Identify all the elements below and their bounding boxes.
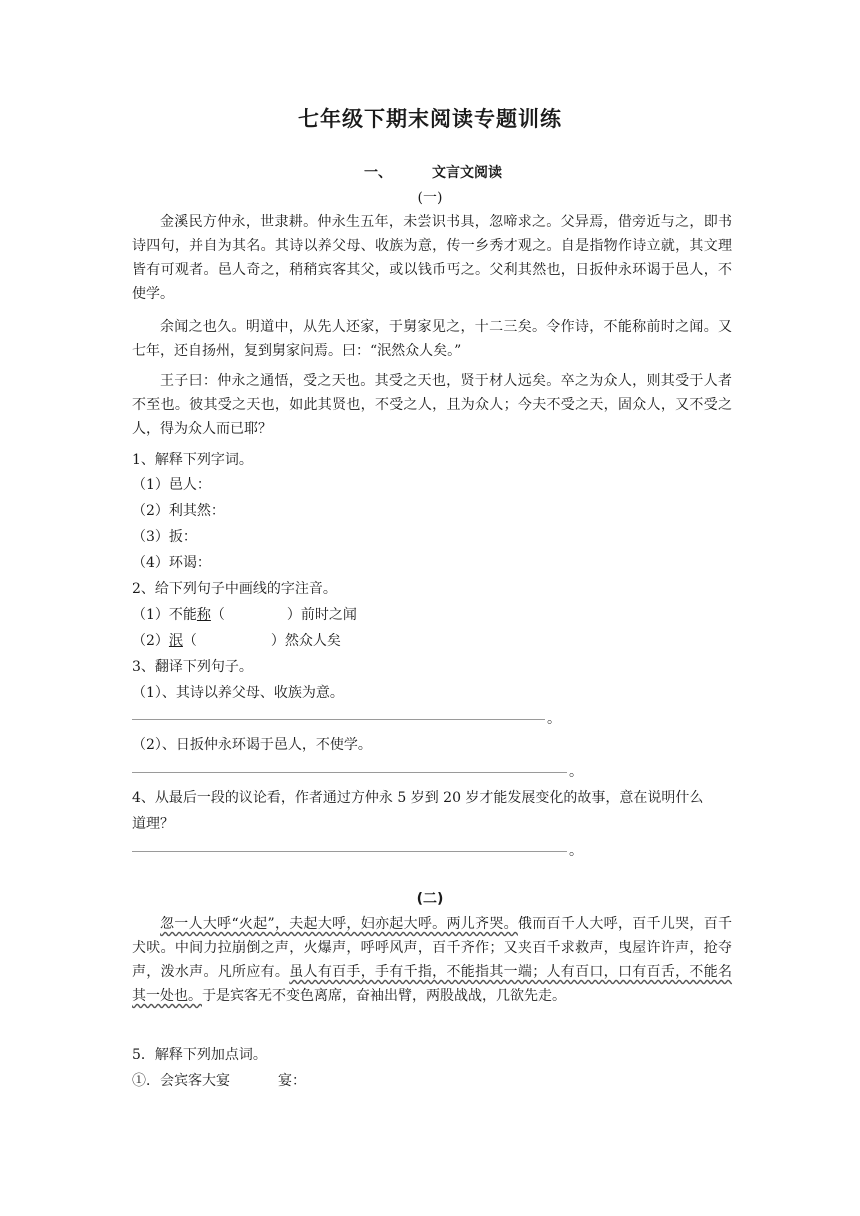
underlined-char: 泯 [168,633,183,649]
section-name: 文言文阅读 [432,165,502,181]
question-2-item-1: （1）不能称（ ）前时之闻 [132,607,357,623]
underlined-char: 称 [196,607,211,623]
question-2-stem: 2、给下列句子中画线的字注音。 [132,581,337,597]
question-5-item: ①．会宾客大宴 宴： [132,1073,306,1089]
question-1-item: （1）邑人： [132,477,211,493]
wavy-underlined-text: 虽人有百手，手有千指，不能指其一端；人有百口，口有百舌，不能名其一处也。 [132,964,733,1004]
answer-line[interactable] [132,851,567,852]
answer-period: 。 [569,843,583,859]
answer-period: 。 [547,711,561,727]
answer-line[interactable] [132,772,567,773]
passage-label-1: (一) [417,190,443,206]
question-1-item: （4）环谒： [132,555,211,571]
question-3-item-1: （1）、其诗以养父母、收族为意。 [132,685,344,701]
question-3-item-2: （2）、日扳仲永环谒于邑人，不使学。 [132,737,372,753]
section-heading [364,162,502,182]
question-1-item: （2）利其然： [132,503,225,519]
passage2-paragraph: 忽一人大呼“火起”，夫起大呼，妇亦起大呼。两儿齐哭。俄而百千人大呼，百千儿哭，百千犬吠。中间力拉崩倒之声，火爆声，呼呼风声，百千齐作；又夹百千求救声，曳屋许许声，抢夺声，泼水声。凡所应有。虽人有百手，手有千指，不能指其一端；人有百口，口有百舌，不能名其一处也。于是宾客无不变色离席，奋袖出臂，两股战战，几欲先走。 [132,916,733,1004]
question-4-line: 道理？ [132,816,174,832]
passage-label-2: (二) [416,891,444,907]
wavy-underlined-text: 忽一人大呼“火起”，夫起大呼，妇亦起大呼。两儿齐哭。 [160,916,518,932]
question-1-item: （3）扳： [132,529,197,545]
question-1-stem: 1、解释下列字词。 [132,452,253,468]
section-number: 一、 [364,165,392,181]
question-2-item-2: （2）泯（ ）然众人矣 [132,633,341,649]
passage1-paragraph: 余闻之也久。明道中，从先人还家，于舅家见之，十二三矣。令作诗，不能称前时之闻。又七年，还自扬州，复到舅家问焉。曰：“泯然众人矣。” [132,319,732,359]
question-3-stem: 3、翻译下列句子。 [132,659,253,675]
page-title: 七年级下期末阅读专题训练 [298,107,562,131]
question-5-stem: 5．解释下列加点词。 [132,1047,267,1063]
passage1-paragraph: 王子曰：仲永之通悟，受之天也。其受之天也，贤于材人远矣。卒之为众人，则其受于人者不至也。彼其受之天也，如此其贤也，不受之人，且为众人；今夫不受之天，固众人，又不受之人，得为众人而已耶？ [132,373,732,437]
answer-line[interactable] [132,719,545,720]
passage1-paragraph: 金溪民方仲永，世隶耕。仲永生五年，未尝识书具，忽啼求之。父异焉，借旁近与之，即书诗四句，并自为其名。其诗以养父母、收族为意，传一乡秀才观之。自是指物作诗立就，其文理皆有可观者。邑人奇之，稍稍宾客其父，或以钱币丐之。父利其然也，日扳仲永环谒于邑人，不使学。 [132,214,732,302]
answer-period: 。 [569,764,583,780]
question-4-line: 4、从最后一段的议论看，作者通过方仲永 5 岁到 20 岁才能发展变化的故事，意在说明什么 [132,790,704,806]
